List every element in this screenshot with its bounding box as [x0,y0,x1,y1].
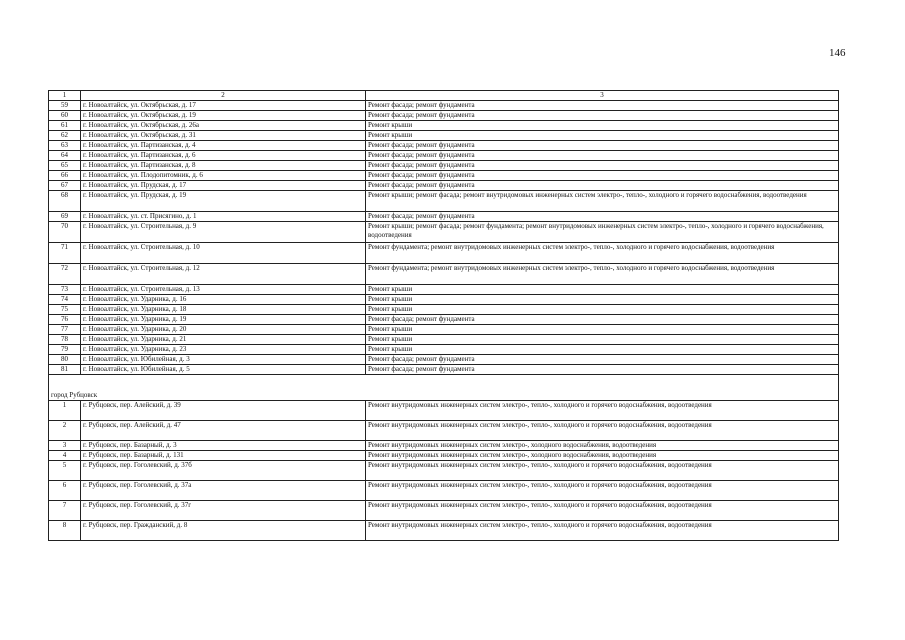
row-work: Ремонт крыши [366,305,839,315]
table-row [49,401,839,421]
row-address: г. Новоалтайск, ул. Прудская, д. 19 [81,191,366,212]
row-work: Ремонт крыши [366,285,839,295]
row-address: г. Новоалтайск, ул. Ударника, д. 19 [81,315,366,325]
row-address: г. Новоалтайск, ул. Строительная, д. 13 [81,285,366,295]
row-address: г. Новоалтайск, ул. Юбилейная, д. 5 [81,365,366,375]
row-address: г. Новоалтайск, ул. Октябрьская, д. 19 [81,111,366,121]
header-col-address: 2 [81,91,366,101]
work-schedule-table-container [48,90,838,541]
table-row [49,121,839,131]
row-work: Ремонт фундамента; ремонт внутридомовых инженерных систем электро-, тепло-, холодного и горячего водоснабжения, водоотведения [366,264,839,285]
row-number: 63 [49,141,81,151]
table-row [49,305,839,315]
row-work: Ремонт крыши; ремонт фасада; ремонт фундамента; ремонт внутридомовых инженерных систем электро-, тепло-, холодного и горячего водоснабжения, водоотведения [366,222,839,243]
row-work: Ремонт внутридомовых инженерных систем электро-, холодного водоснабжения, водоотведения [366,441,839,451]
table-row [49,243,839,264]
row-number: 76 [49,315,81,325]
table-row [49,325,839,335]
row-address: г. Новоалтайск, ул. Строительная, д. 12 [81,264,366,285]
row-address: г. Новоалтайск, ул. Юбилейная, д. 3 [81,355,366,365]
section-row [49,375,839,401]
row-work: Ремонт фасада; ремонт фундамента [366,171,839,181]
row-work: Ремонт крыши [366,335,839,345]
row-number: 71 [49,243,81,264]
row-address: г. Рубцовск, пер. Гоголевский, д. 37б [81,461,366,481]
row-number: 74 [49,295,81,305]
table-row [49,451,839,461]
section-title: город Рубцовск [49,375,839,401]
row-work: Ремонт внутридомовых инженерных систем электро-, холодного водоснабжения, водоотведения [366,451,839,461]
row-work: Ремонт фасада; ремонт фундамента [366,355,839,365]
row-work: Ремонт фасада; ремонт фундамента [366,141,839,151]
table-row [49,315,839,325]
row-work: Ремонт фасада; ремонт фундамента [366,161,839,171]
row-address: г. Новоалтайск, ул. Партизанская, д. 4 [81,141,366,151]
row-address: г. Новоалтайск, ул. Прудская, д. 17 [81,181,366,191]
row-number: 60 [49,111,81,121]
row-address: г. Рубцовск, пер. Алейский, д. 39 [81,401,366,421]
row-work: Ремонт крыши [366,345,839,355]
row-number: 77 [49,325,81,335]
row-work: Ремонт внутридомовых инженерных систем электро-, тепло-, холодного и горячего водоснабжения, водоотведения [366,501,839,521]
row-work: Ремонт крыши [366,121,839,131]
row-number: 80 [49,355,81,365]
row-number: 66 [49,171,81,181]
row-number: 72 [49,264,81,285]
table-row [49,365,839,375]
row-number: 59 [49,101,81,111]
row-number: 61 [49,121,81,131]
row-number: 75 [49,305,81,315]
table-row [49,264,839,285]
table-row [49,295,839,305]
row-address: г. Новоалтайск, ул. Плодопитомник, д. 6 [81,171,366,181]
row-number: 5 [49,461,81,481]
row-number: 68 [49,191,81,212]
row-address: г. Новоалтайск, ул. Ударника, д. 23 [81,345,366,355]
row-address: г. Рубцовск, пер. Гражданский, д. 8 [81,521,366,541]
row-number: 6 [49,481,81,501]
row-work: Ремонт внутридомовых инженерных систем электро-, тепло-, холодного и горячего водоснабжения, водоотведения [366,521,839,541]
row-work: Ремонт внутридомовых инженерных систем электро-, тепло-, холодного и горячего водоснабжения, водоотведения [366,481,839,501]
row-address: г. Рубцовск, пер. Базарный, д. 131 [81,451,366,461]
row-work: Ремонт фундамента; ремонт внутридомовых инженерных систем электро-, тепло-, холодного и горячего водоснабжения, водоотведения [366,243,839,264]
table-row [49,101,839,111]
row-number: 7 [49,501,81,521]
table-row [49,181,839,191]
table-row [49,151,839,161]
table-row [49,421,839,441]
table-row [49,345,839,355]
row-address: г. Рубцовск, пер. Гоголевский, д. 37а [81,481,366,501]
table-row [49,461,839,481]
row-address: г. Новоалтайск, ул. Октябрьская, д. 26а [81,121,366,131]
work-schedule-table [48,90,839,541]
row-work: Ремонт внутридомовых инженерных систем электро-, тепло-, холодного и горячего водоснабжения, водоотведения [366,421,839,441]
row-address: г. Рубцовск, пер. Гоголевский, д. 37г [81,501,366,521]
row-number: 62 [49,131,81,141]
row-address: г. Новоалтайск, ул. Ударника, д. 20 [81,325,366,335]
row-address: г. Новоалтайск, ул. Партизанская, д. 8 [81,161,366,171]
row-work: Ремонт внутридомовых инженерных систем электро-, тепло-, холодного и горячего водоснабжения, водоотведения [366,401,839,421]
table-row [49,191,839,212]
row-work: Ремонт внутридомовых инженерных систем электро-, тепло-, холодного и горячего водоснабжения, водоотведения [366,461,839,481]
table-row [49,335,839,345]
row-address: г. Новоалтайск, ул. Октябрьская, д. 17 [81,101,366,111]
row-address: г. Рубцовск, пер. Алейский, д. 47 [81,421,366,441]
table-row [49,501,839,521]
row-work: Ремонт фасада; ремонт фундамента [366,315,839,325]
row-work: Ремонт фасада; ремонт фундамента [366,181,839,191]
header-col-number: 1 [49,91,81,101]
row-work: Ремонт фасада; ремонт фундамента [366,101,839,111]
row-address: г. Новоалтайск, ул. ст. Присягино, д. 1 [81,212,366,222]
row-number: 1 [49,401,81,421]
row-number: 2 [49,421,81,441]
row-work: Ремонт крыши [366,131,839,141]
row-number: 78 [49,335,81,345]
row-number: 79 [49,345,81,355]
table-row [49,521,839,541]
header-col-work: 3 [366,91,839,101]
row-number: 70 [49,222,81,243]
table-body-novoaltaysk [49,91,839,375]
section-rubtsovsk [49,375,839,401]
row-number: 8 [49,521,81,541]
table-row [49,222,839,243]
table-row [49,355,839,365]
row-work: Ремонт фасада; ремонт фундамента [366,212,839,222]
row-number: 67 [49,181,81,191]
row-address: г. Новоалтайск, ул. Ударника, д. 18 [81,305,366,315]
row-address: г. Новоалтайск, ул. Строительная, д. 10 [81,243,366,264]
row-number: 3 [49,441,81,451]
table-body-rubtsovsk [49,401,839,541]
page-number: 146 [829,47,846,59]
row-number: 65 [49,161,81,171]
table-row [49,212,839,222]
row-address: г. Новоалтайск, ул. Партизанская, д. 6 [81,151,366,161]
row-address: г. Новоалтайск, ул. Строительная, д. 9 [81,222,366,243]
table-row [49,161,839,171]
row-number: 73 [49,285,81,295]
table-row [49,285,839,295]
row-number: 64 [49,151,81,161]
table-row [49,171,839,181]
table-row [49,441,839,451]
table-row [49,481,839,501]
row-work: Ремонт фасада; ремонт фундамента [366,111,839,121]
header-row [49,91,839,101]
row-work: Ремонт фасада; ремонт фундамента [366,365,839,375]
row-address: г. Рубцовск, пер. Базарный, д. 3 [81,441,366,451]
table-row [49,131,839,141]
row-work: Ремонт крыши [366,295,839,305]
table-row [49,141,839,151]
table-row [49,111,839,121]
row-address: г. Новоалтайск, ул. Ударника, д. 16 [81,295,366,305]
row-number: 69 [49,212,81,222]
row-work: Ремонт крыши [366,325,839,335]
row-number: 81 [49,365,81,375]
row-number: 4 [49,451,81,461]
row-address: г. Новоалтайск, ул. Ударника, д. 21 [81,335,366,345]
row-work: Ремонт фасада; ремонт фундамента [366,151,839,161]
row-work: Ремонт крыши; ремонт фасада; ремонт внутридомовых инженерных систем электро-, тепло-, холодного и горячего водоснабжения, водоотведения [366,191,839,212]
row-address: г. Новоалтайск, ул. Октябрьская, д. 31 [81,131,366,141]
